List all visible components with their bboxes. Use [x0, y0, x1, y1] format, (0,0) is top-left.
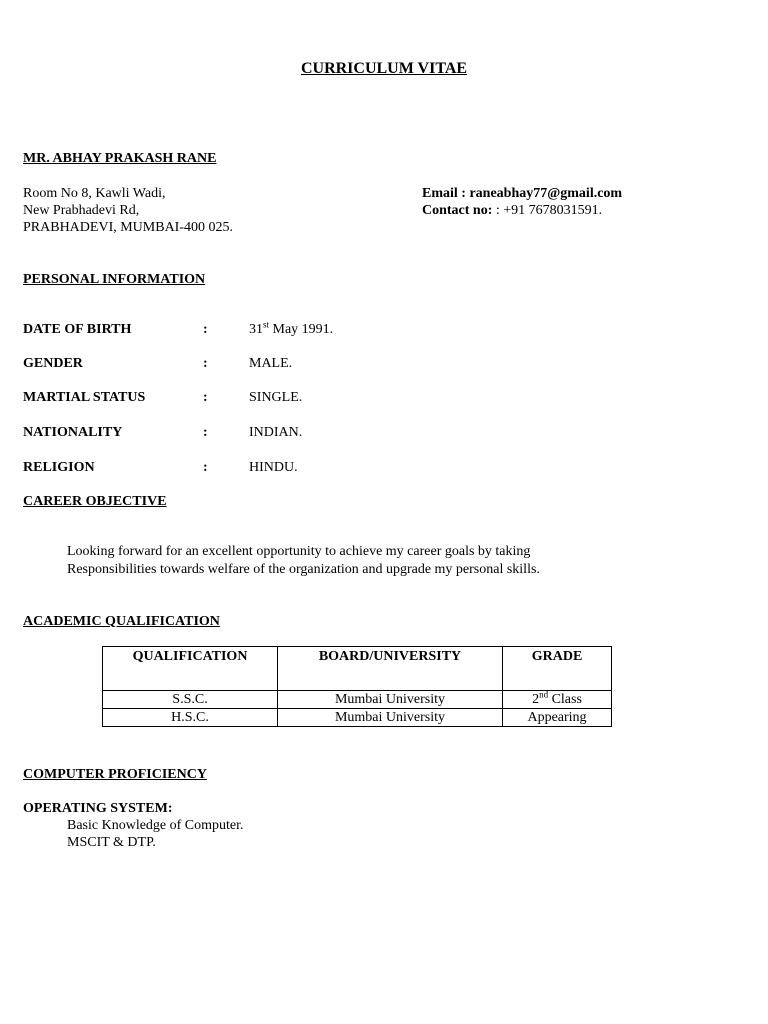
dob-month-year: May 1991. [269, 322, 334, 337]
career-objective-text [67, 543, 540, 578]
religion-colon: : [203, 460, 208, 475]
header-qualification: QUALIFICATION [103, 647, 278, 691]
candidate-name: MR. ABHAY PRAKASH RANE [23, 151, 217, 166]
nationality-value: INDIAN. [249, 425, 303, 440]
nationality-colon: : [203, 425, 208, 440]
marital-status-value: SINGLE. [249, 390, 303, 405]
dob-value [249, 321, 333, 338]
document-title: CURRICULUM VITAE [300, 60, 468, 77]
address-line-3: PRABHADEVI, MUMBAI-400 025. [23, 220, 234, 235]
skill-item: MSCIT & DTP. [67, 835, 156, 850]
personal-info-heading: PERSONAL INFORMATION [23, 272, 206, 287]
table-row [103, 691, 612, 709]
career-objective-line-2: Responsibilities towards welfare of the organization and upgrade my personal skills. [67, 561, 540, 577]
marital-status-label: MARTIAL STATUS [23, 390, 146, 405]
phone-value: : +91 7678031591. [495, 203, 603, 218]
dob-day: 31 [249, 322, 263, 337]
gender-label: GENDER [23, 356, 83, 371]
header-board-university: BOARD/UNIVERSITY [278, 647, 503, 691]
computer-proficiency-heading: COMPUTER PROFICIENCY [23, 767, 207, 782]
email-line [422, 185, 622, 202]
marital-status-colon: : [203, 390, 208, 405]
operating-system-heading: OPERATING SYSTEM: [23, 801, 173, 816]
address-line-2: New Prabhadevi Rd, [23, 203, 140, 218]
religion-value: HINDU. [249, 460, 298, 475]
header-grade: GRADE [503, 647, 612, 691]
table-row [103, 709, 612, 727]
dob-label: DATE OF BIRTH [23, 322, 132, 337]
board-cell: Mumbai University [278, 709, 503, 727]
dob-day-suffix: st [263, 319, 270, 330]
qualification-cell: H.S.C. [103, 709, 278, 727]
phone-line [422, 202, 602, 219]
dob-colon: : [203, 322, 208, 337]
career-objective-line-1: Looking forward for an excellent opportunity to achieve my career goals by taking [67, 544, 531, 559]
phone-label: Contact no: [422, 203, 496, 218]
email-value: raneabhay77@gmail.com [469, 186, 623, 201]
career-objective-heading: CAREER OBJECTIVE [23, 494, 167, 509]
email-label: Email : [422, 186, 470, 201]
academic-heading: ACADEMIC QUALIFICATION [23, 614, 220, 629]
grade-number: 2 [532, 692, 540, 707]
address-line-1: Room No 8, Kawli Wadi, [23, 186, 166, 201]
gender-colon: : [203, 356, 208, 371]
grade-suffix: nd [539, 689, 549, 700]
board-cell: Mumbai University [278, 691, 503, 709]
nationality-label: NATIONALITY [23, 425, 123, 440]
grade-word: Class [548, 692, 582, 707]
gender-value: MALE. [249, 356, 293, 371]
table-header-row [103, 647, 612, 691]
skill-item: Basic Knowledge of Computer. [67, 818, 244, 833]
qualification-cell: S.S.C. [103, 691, 278, 709]
grade-cell: Appearing [503, 709, 612, 727]
religion-label: RELIGION [23, 460, 95, 475]
grade-cell [503, 691, 612, 709]
qualification-table [102, 646, 612, 727]
